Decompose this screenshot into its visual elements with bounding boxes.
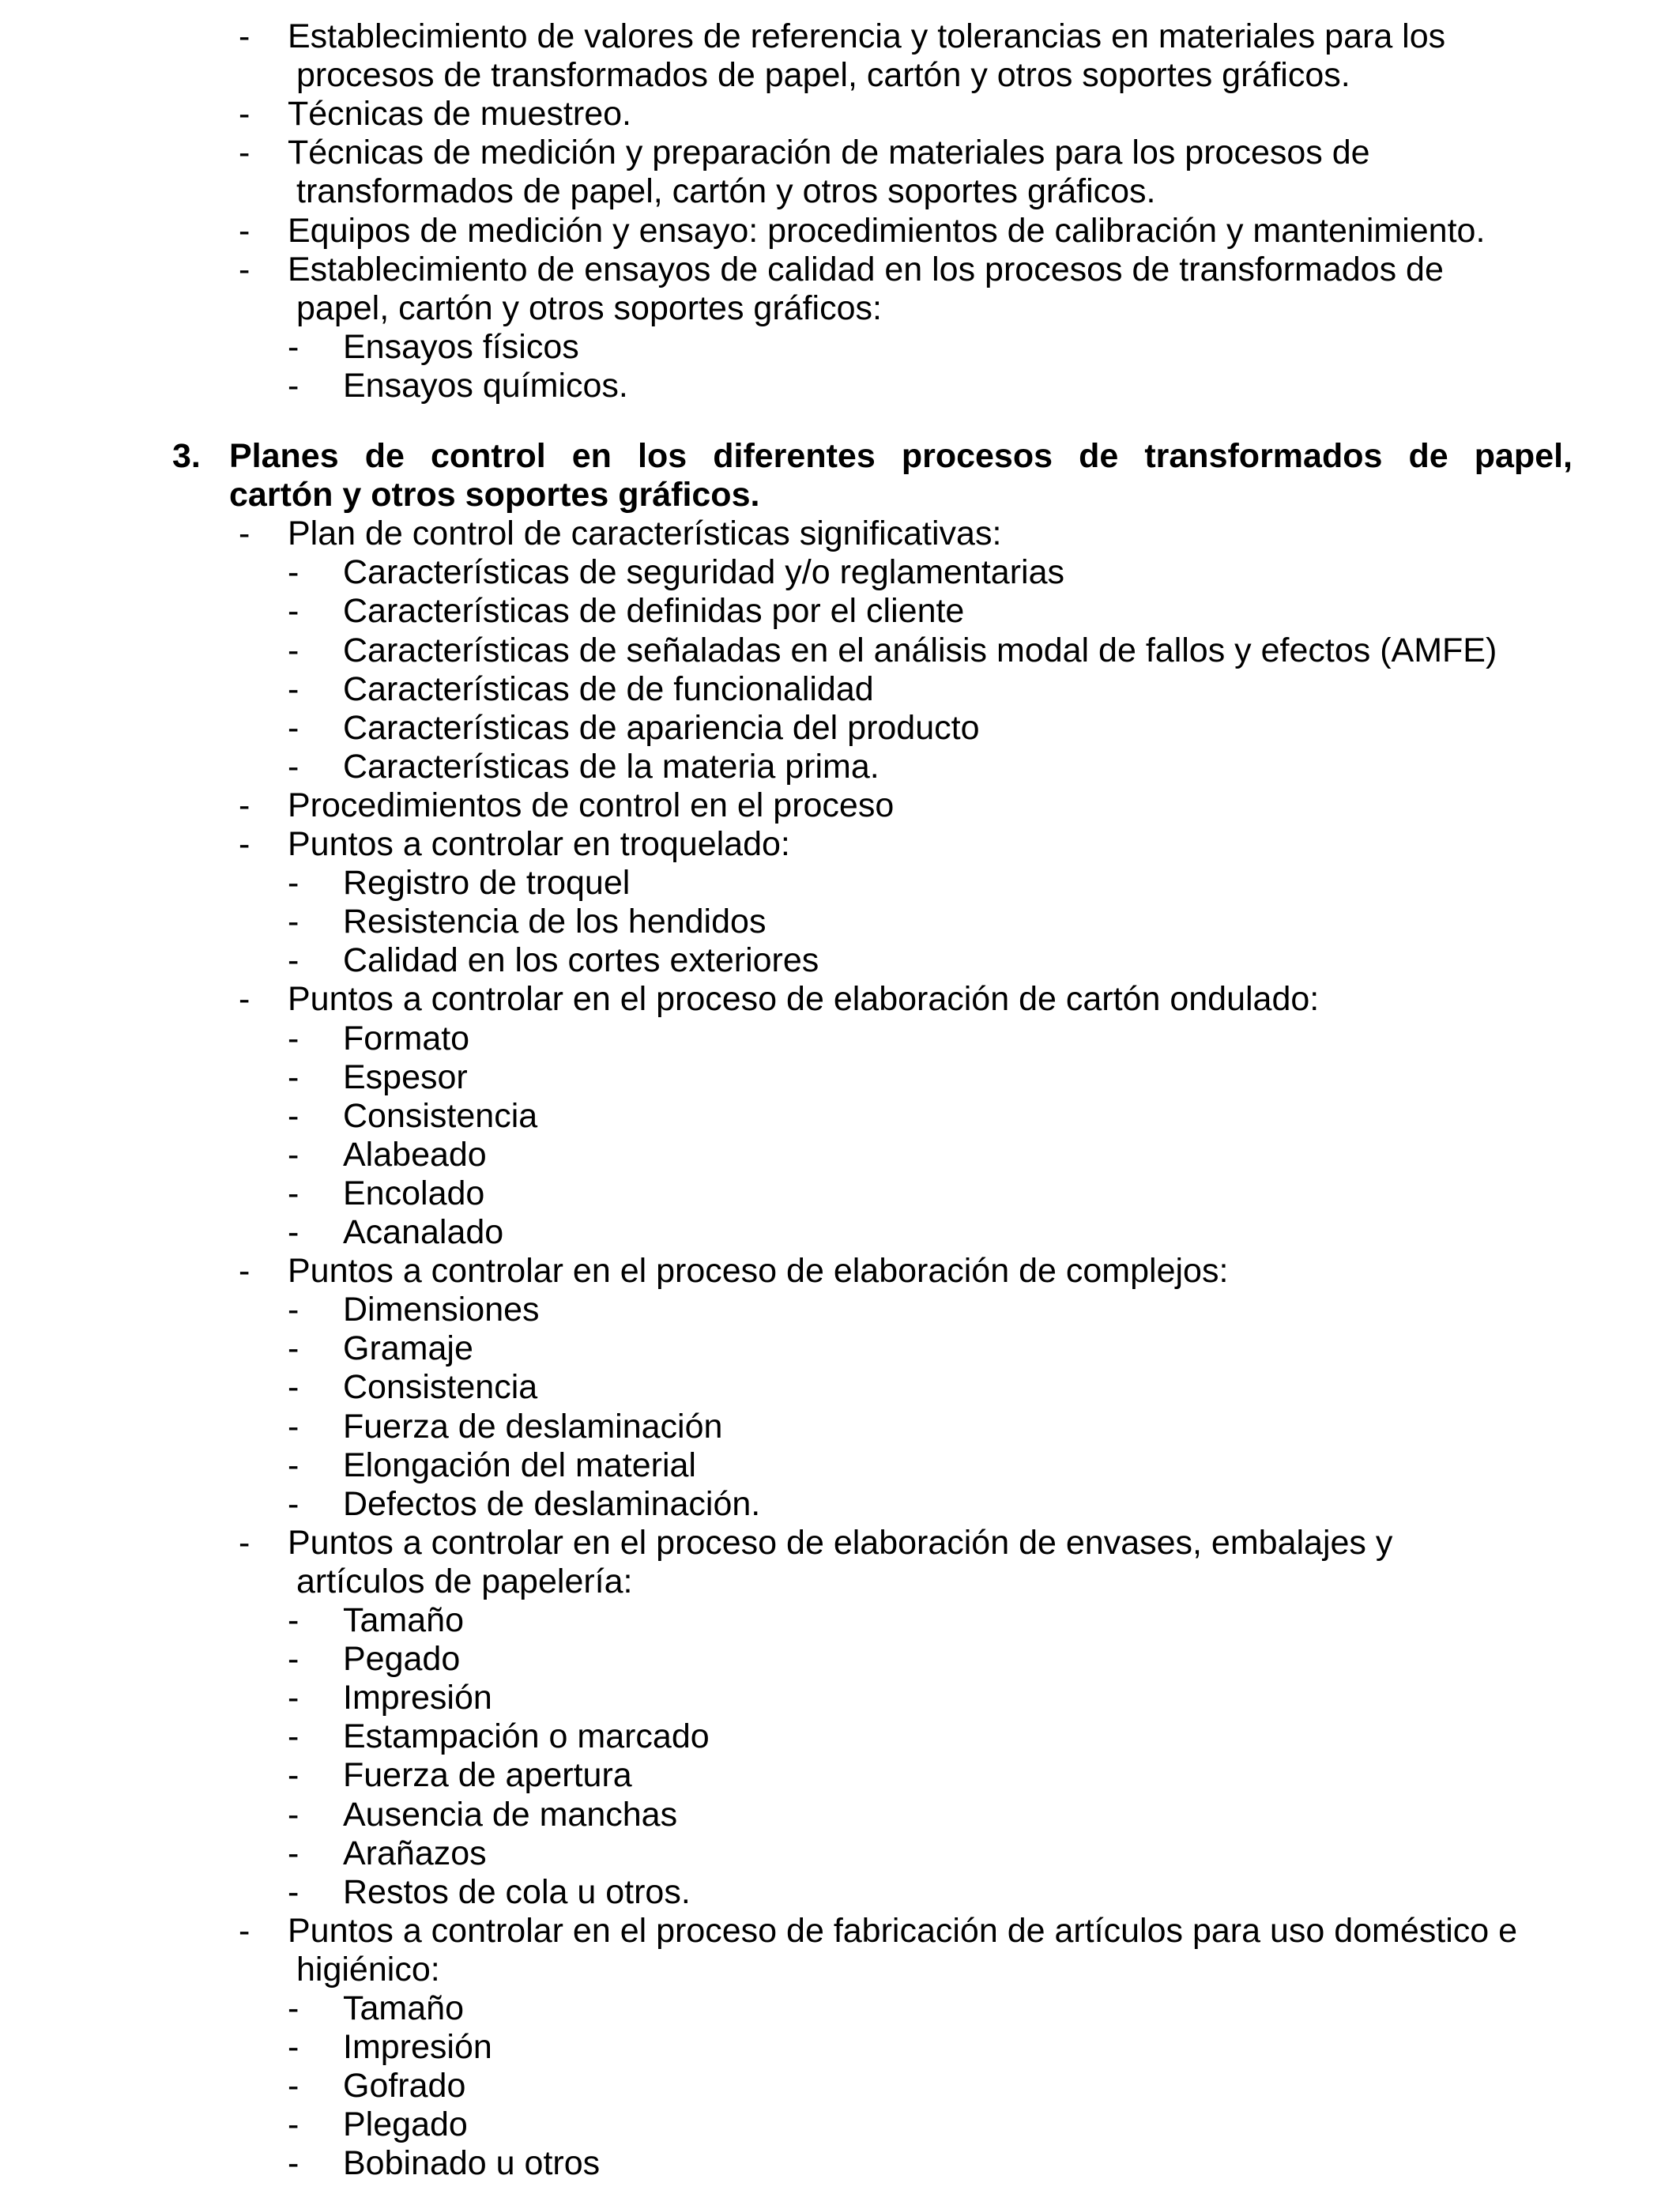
sub-list-item-text: Formato (343, 1019, 470, 1057)
sub-list-bullet: - (288, 1679, 299, 1717)
sub-list-bullet: - (288, 1368, 299, 1407)
sub-list-item-text: Impresión (343, 1679, 492, 1717)
sub-list-item-text: Registro de troquel (343, 864, 631, 903)
sub-list-item-text: Espesor (343, 1057, 468, 1096)
sub-list-bullet: - (288, 903, 299, 941)
list-item-text: Técnicas de medición y preparación de materiales para los procesos de (288, 134, 1370, 172)
list-bullet: - (239, 1523, 250, 1562)
list-item-text: papel, cartón y otros soportes gráficos: (296, 288, 882, 327)
list-bullet: - (239, 515, 250, 553)
sub-list-bullet: - (288, 2028, 299, 2067)
sub-list-item-text: Impresión (343, 2028, 492, 2067)
sub-list-bullet: - (288, 1872, 299, 1911)
list-bullet: - (239, 17, 250, 55)
sub-list-item-text: Defectos de deslaminación. (343, 1484, 761, 1523)
sub-list-bullet: - (288, 1601, 299, 1639)
sub-list-item-text: Características de de funcionalidad (343, 669, 874, 708)
list-item-text: Puntos a controlar en el proceso de elaboración de complejos: (288, 1252, 1229, 1291)
sub-list-item-text: Elongación del material (343, 1446, 696, 1484)
sub-list-bullet: - (288, 1407, 299, 1446)
sub-list-item-text: Resistencia de los hendidos (343, 903, 767, 941)
sub-list-bullet: - (288, 2105, 299, 2144)
sub-list-item-text: Características de seguridad y/o reglamentarias (343, 553, 1064, 592)
sub-list-bullet: - (288, 553, 299, 592)
list-item-text: Puntos a controlar en troquelado: (288, 825, 790, 863)
sub-list-bullet: - (288, 669, 299, 708)
list-bullet: - (239, 134, 250, 172)
list-bullet: - (239, 1911, 250, 1950)
sub-list-bullet: - (288, 1057, 299, 1096)
sub-list-bullet: - (288, 327, 299, 366)
section-title-continued: cartón y otros soportes gráficos. (229, 476, 760, 515)
sub-list-item-text: Consistencia (343, 1368, 538, 1407)
sub-list-item-text: Pegado (343, 1640, 461, 1679)
sub-list-bullet: - (288, 592, 299, 631)
list-item-text: Plan de control de características significativas: (288, 515, 1002, 553)
sub-list-bullet: - (288, 1096, 299, 1135)
list-item-text: Establecimiento de ensayos de calidad en los procesos de transformados de (288, 250, 1444, 288)
sub-list-bullet: - (288, 1446, 299, 1484)
sub-list-item-text: Ensayos físicos (343, 327, 579, 366)
sub-list-item-text: Características de definidas por el cliente (343, 592, 965, 631)
sub-list-item-text: Dimensiones (343, 1291, 540, 1329)
sub-list-item-text: Ensayos químicos. (343, 366, 628, 405)
sub-list-bullet: - (288, 747, 299, 786)
sub-list-bullet: - (288, 1795, 299, 1834)
sub-list-bullet: - (288, 1291, 299, 1329)
sub-list-bullet: - (288, 1717, 299, 1756)
sub-list-item-text: Ausencia de manchas (343, 1795, 678, 1834)
sub-list-item-text: Encolado (343, 1174, 485, 1212)
sub-list-item-text: Tamaño (343, 1601, 464, 1639)
sub-list-item-text: Alabeado (343, 1135, 487, 1174)
list-item-text: Establecimiento de valores de referencia y tolerancias en materiales para los (288, 17, 1446, 55)
list-bullet: - (239, 1252, 250, 1291)
sub-list-item-text: Estampación o marcado (343, 1717, 710, 1756)
sub-list-item-text: Características de señaladas en el análisis modal de fallos y efectos (AMFE) (343, 631, 1497, 669)
sub-list-bullet: - (288, 1019, 299, 1057)
list-item-text: procesos de transformados de papel, cartón y otros soportes gráficos. (296, 56, 1350, 95)
sub-list-item-text: Bobinado u otros (343, 2144, 601, 2183)
sub-list-bullet: - (288, 1135, 299, 1174)
sub-list-bullet: - (288, 1834, 299, 1872)
list-item-text: Técnicas de muestreo. (288, 95, 631, 134)
sub-list-item-text: Acanalado (343, 1213, 504, 1251)
sub-list-bullet: - (288, 708, 299, 747)
list-item-text: Puntos a controlar en el proceso de fabricación de artículos para uso doméstico e (288, 1911, 1518, 1950)
sub-list-item-text: Calidad en los cortes exteriores (343, 941, 819, 980)
list-item-text: Puntos a controlar en el proceso de elaboración de cartón ondulado: (288, 980, 1320, 1019)
sub-list-item-text: Fuerza de apertura (343, 1756, 632, 1795)
sub-list-item-text: Características de apariencia del producto (343, 708, 980, 747)
sub-list-item-text: Consistencia (343, 1096, 538, 1135)
sub-list-bullet: - (288, 2144, 299, 2183)
section-title: Planes de control en los diferentes procesos de transformados de papel, (229, 437, 1573, 475)
sub-list-item-text: Restos de cola u otros. (343, 1872, 691, 1911)
list-bullet: - (239, 250, 250, 288)
sub-list-bullet: - (288, 1756, 299, 1795)
sub-list-item-text: Gramaje (343, 1329, 473, 1368)
sub-list-bullet: - (288, 1989, 299, 2027)
sub-list-bullet: - (288, 1213, 299, 1251)
list-bullet: - (239, 211, 250, 250)
list-item-text: Procedimientos de control en el proceso (288, 786, 895, 824)
list-bullet: - (239, 980, 250, 1019)
sub-list-item-text: Arañazos (343, 1834, 487, 1872)
sub-list-item-text: Plegado (343, 2105, 468, 2144)
sub-list-bullet: - (288, 1484, 299, 1523)
sub-list-item-text: Tamaño (343, 1989, 464, 2027)
sub-list-bullet: - (288, 1640, 299, 1679)
list-bullet: - (239, 825, 250, 863)
list-item-text: Puntos a controlar en el proceso de elaboración de envases, embalajes y (288, 1523, 1393, 1562)
sub-list-item-text: Características de la materia prima. (343, 747, 880, 786)
list-bullet: - (239, 786, 250, 824)
section-number: 3. (172, 437, 201, 475)
list-item-text: higiénico: (296, 1950, 440, 1989)
sub-list-item-text: Fuerza de deslaminación (343, 1407, 723, 1446)
list-item-text: Equipos de medición y ensayo: procedimientos de calibración y mantenimiento. (288, 211, 1486, 250)
sub-list-bullet: - (288, 864, 299, 903)
sub-list-bullet: - (288, 1329, 299, 1368)
list-bullet: - (239, 95, 250, 134)
sub-list-bullet: - (288, 366, 299, 405)
list-item-text: transformados de papel, cartón y otros soportes gráficos. (296, 172, 1156, 211)
list-item-text: artículos de papelería: (296, 1562, 633, 1600)
sub-list-bullet: - (288, 2067, 299, 2105)
sub-list-bullet: - (288, 631, 299, 669)
sub-list-item-text: Gofrado (343, 2067, 466, 2105)
sub-list-bullet: - (288, 941, 299, 980)
sub-list-bullet: - (288, 1174, 299, 1212)
